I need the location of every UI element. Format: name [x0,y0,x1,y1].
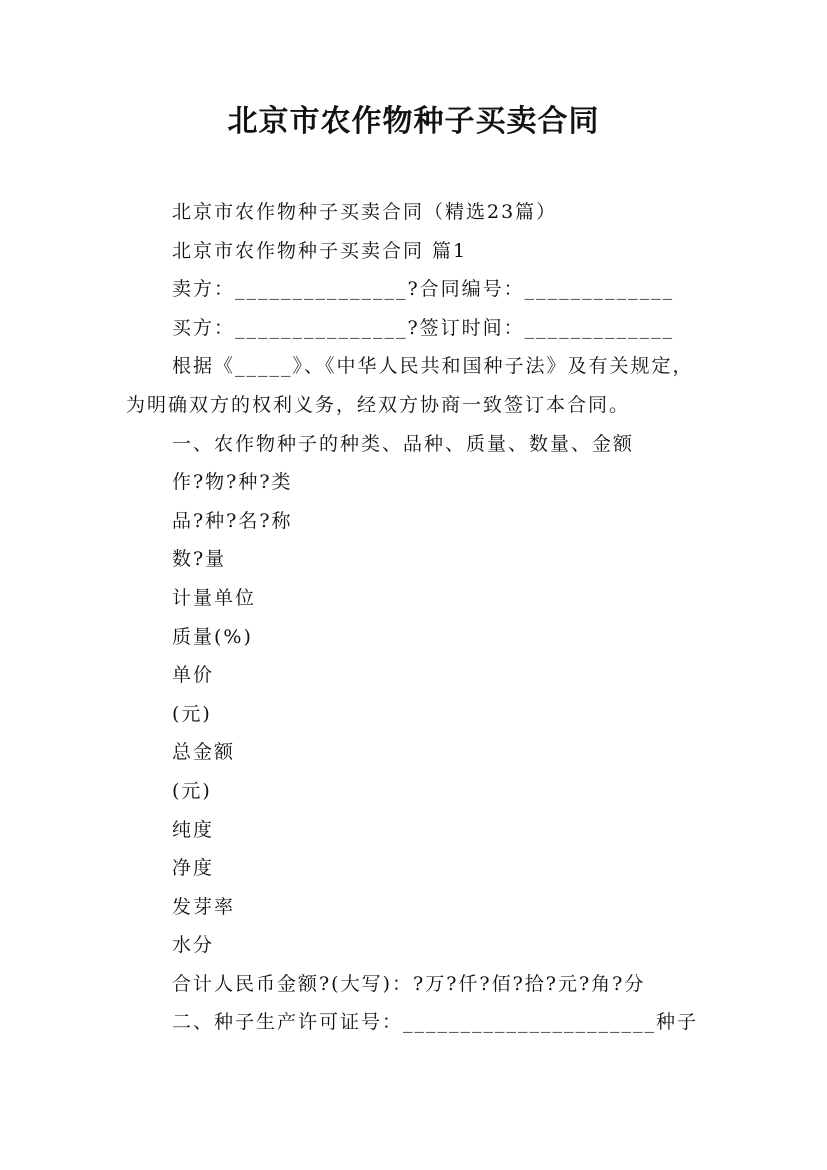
field-unit: 计量单位 [172,586,257,609]
preamble-continuation: 为明确双方的权利义务，经双方协商一致签订本合同。 [126,393,631,416]
field-unit-price: 单价 [172,664,215,687]
field-total-amount: 总金额 [172,741,236,764]
field-quantity: 数?量 [172,548,227,571]
preamble-line: 根据《_____》、《中华人民共和国种子法》及有关规定， [172,355,694,378]
document-body [0,193,827,1042]
clause-one-heading: 一、农作物种子的种类、品种、质量、数量、金额 [172,432,635,455]
field-total-amount-currency: (元) [172,779,212,802]
field-moisture: 水分 [172,934,215,957]
field-crop-type: 作?物?种?类 [172,471,293,494]
buyer-line: 买方：_______________?签订时间：_____________ [172,316,675,339]
field-unit-price-currency: (元) [172,702,212,725]
section-heading: 北京市农作物种子买卖合同 篇1 [172,239,468,262]
field-purity: 纯度 [172,818,215,841]
field-quality: 质量(%) [172,625,253,648]
document-title: 北京市农作物种子买卖合同 [227,104,600,139]
field-variety-name: 品?种?名?称 [172,509,293,532]
field-germination-rate: 发芽率 [172,895,236,918]
subtitle-line: 北京市农作物种子买卖合同（精选23篇） [172,201,558,223]
total-amount-line: 合计人民币金额?(大写)：?万?仟?佰?拾?元?角?分 [172,972,646,995]
seller-line: 卖方：_______________?合同编号：_____________ [172,278,675,301]
field-cleanliness: 净度 [172,857,215,880]
clause-two-license-line: 二、种子生产许可证号：______________________种子 [172,1011,699,1034]
